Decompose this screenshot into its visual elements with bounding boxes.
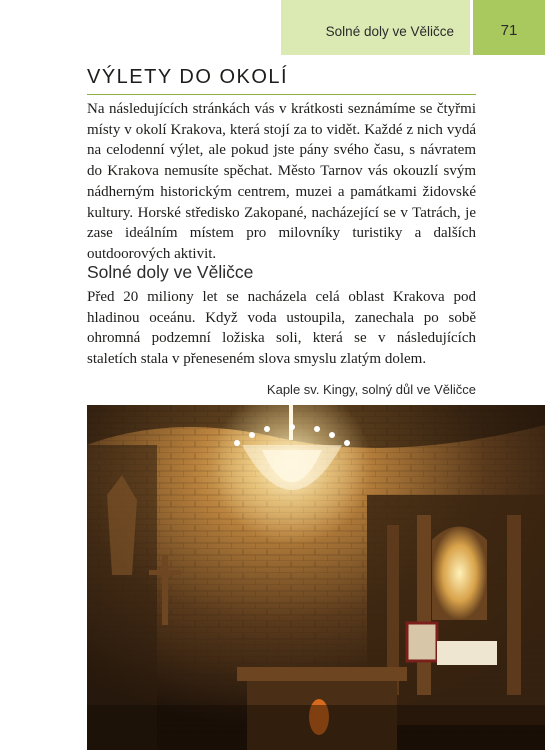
photo-caption: Kaple sv. Kingy, solný důl ve Věličce	[266, 382, 476, 397]
running-header-title: Solné doly ve Věličce	[325, 24, 454, 39]
page-number-box	[473, 0, 545, 55]
running-header	[281, 0, 470, 55]
section-divider	[87, 94, 476, 95]
page-number: 71	[500, 22, 518, 39]
chapel-photo	[87, 405, 545, 750]
subsection-heading: Solné doly ve Věličce	[87, 262, 254, 282]
intro-paragraph: Na následujících stránkách vás v krátkosti seznámíme se čtyřmi místy v okolí Krakova, která stojí za to vidět. Každé z nich vydá na celodenní výlet, ale pokud jste pány svého času, s návratem do Krakova nemusíte spěchat. Město Tarnov vás okouzlí svým nádherným historickým centrem, muzei a památkami židovské kultury. Horské středisko Zakopané, nacházející se v Tatrách, je zase ideálním místem pro milovníky turistiky a dalších outdoorových aktivit.	[87, 101, 476, 262]
section-heading: VÝLETY DO OKOLÍ	[87, 66, 289, 88]
subsection-paragraph: Před 20 miliony let se nacházela celá oblast Krakova pod hladinou oceánu. Když voda ustoupila, zanechala po sobě ohromná podzemní ložiska soli, která se v následujících staletích stala v přeneseném slova smyslu zlatým dolem.	[87, 289, 476, 368]
